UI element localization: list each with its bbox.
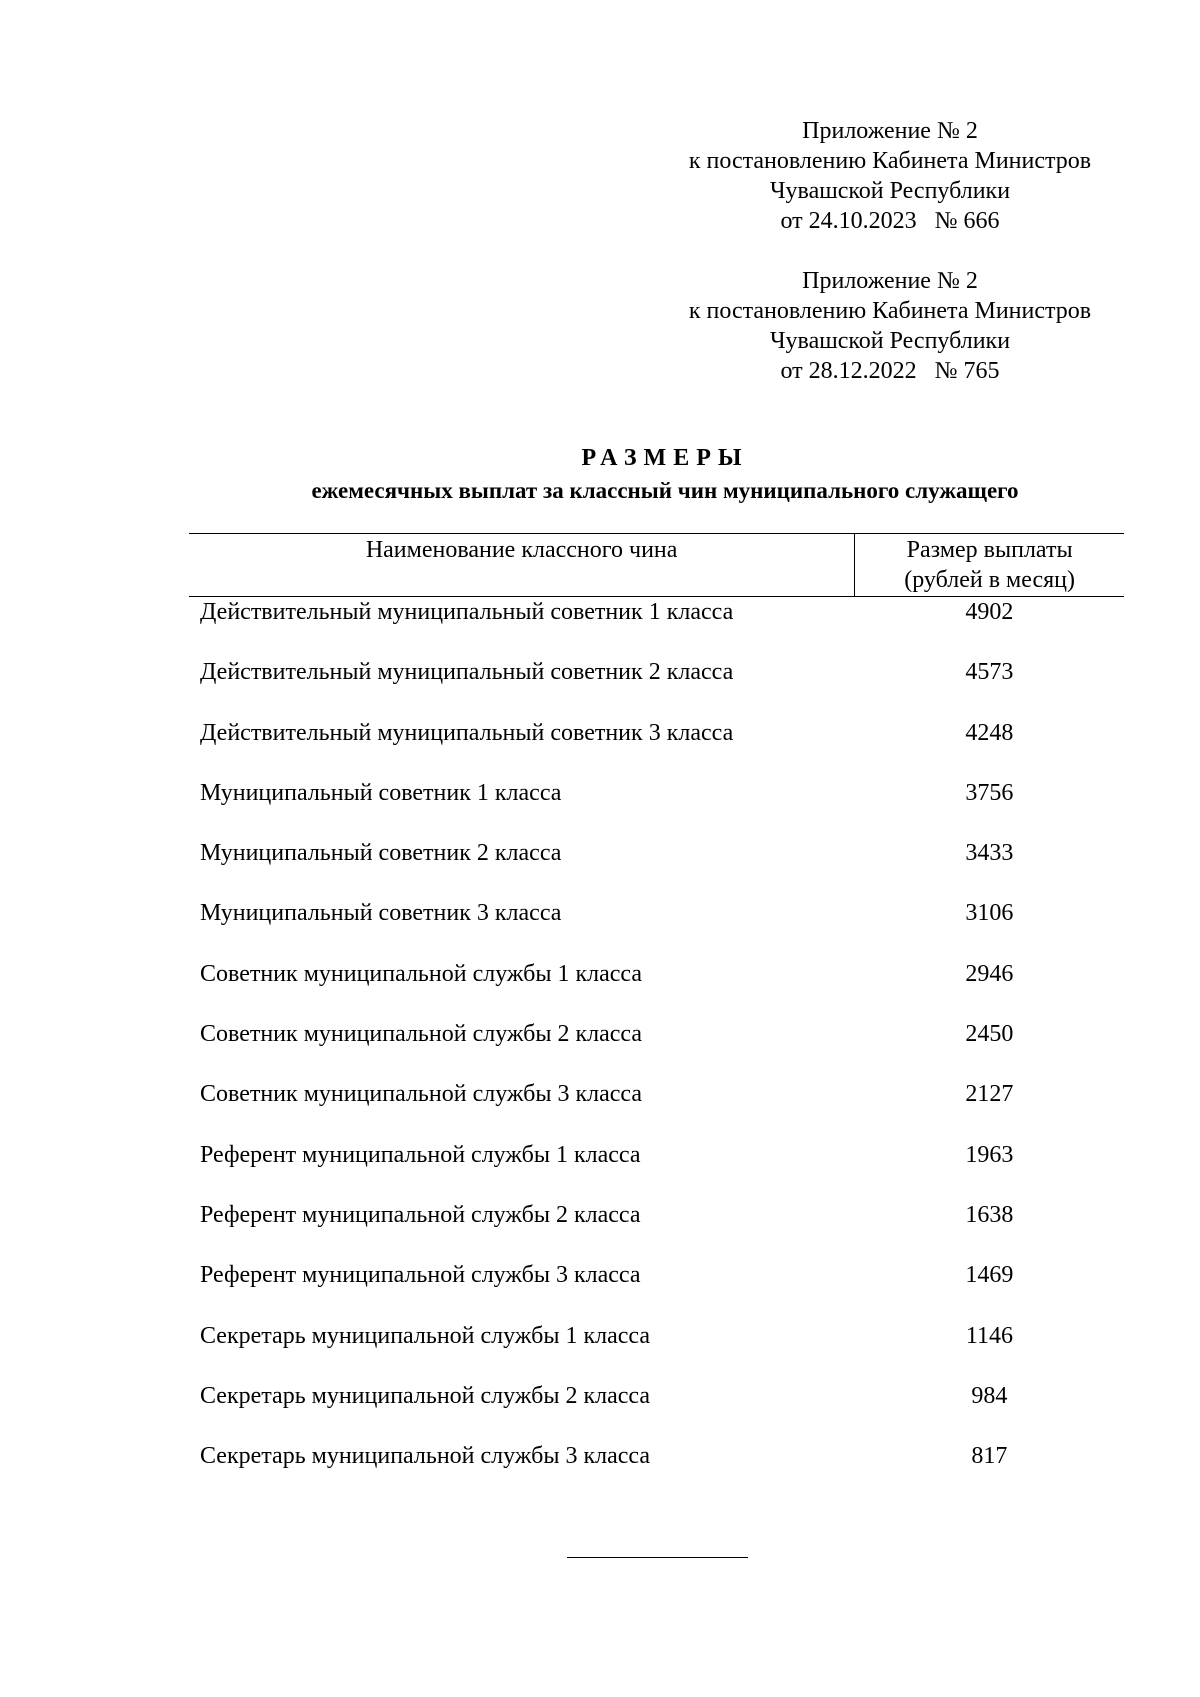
table-row bbox=[189, 959, 1124, 1019]
payments-table-container bbox=[189, 533, 1124, 1501]
attachment-line: Чувашской Республики bbox=[769, 328, 1011, 354]
document-end-line bbox=[567, 1557, 748, 1558]
attachment-line: к постановлению Кабинета Министров bbox=[688, 148, 1092, 174]
header-amount-unit: (рублей в месяц) bbox=[904, 567, 1075, 593]
table-row bbox=[189, 898, 1124, 958]
header-amount-line: Размер выплаты bbox=[906, 537, 1073, 563]
rank-name-cell: Референт муниципальной службы 1 класса bbox=[200, 1141, 641, 1168]
attachment-reference-current bbox=[660, 116, 1120, 236]
table-row bbox=[189, 1260, 1124, 1320]
table-row bbox=[189, 1140, 1124, 1200]
rank-name-cell: Референт муниципальной службы 2 класса bbox=[200, 1201, 641, 1228]
rank-name-cell: Муниципальный советник 1 класса bbox=[200, 779, 562, 806]
payment-amount-cell: 3433 bbox=[965, 840, 1014, 867]
document-title: РАЗМЕРЫ bbox=[581, 445, 749, 471]
header-rank-name: Наименование классного чина bbox=[189, 534, 855, 597]
payments-table bbox=[189, 533, 1124, 1501]
payment-amount-cell: 817 bbox=[971, 1443, 1008, 1470]
rank-name-cell: Советник муниципальной службы 3 класса bbox=[200, 1081, 643, 1108]
payment-amount-cell: 3106 bbox=[965, 900, 1014, 927]
table-row bbox=[189, 1381, 1124, 1441]
payment-amount-cell: 1146 bbox=[965, 1322, 1013, 1349]
payment-amount-cell: 4248 bbox=[965, 719, 1014, 746]
attachment-reference-previous bbox=[660, 266, 1120, 386]
payment-amount-cell: 2450 bbox=[965, 1021, 1014, 1048]
table-header-row bbox=[189, 534, 1124, 597]
rank-name-cell: Действительный муниципальный советник 2 класса bbox=[200, 659, 734, 686]
document-subtitle: ежемесячных выплат за классный чин муниципального служащего bbox=[311, 478, 1019, 503]
rank-name-cell: Действительный муниципальный советник 3 класса bbox=[200, 719, 734, 746]
table-row bbox=[189, 778, 1124, 838]
table-row bbox=[189, 597, 1124, 658]
payment-amount-cell: 4573 bbox=[965, 659, 1014, 686]
attachment-line: от 28.12.2022 № 765 bbox=[780, 358, 1000, 384]
table-row bbox=[189, 1200, 1124, 1260]
payment-amount-cell: 4902 bbox=[965, 599, 1014, 625]
table-row bbox=[189, 1441, 1124, 1501]
payment-amount-cell: 1638 bbox=[965, 1201, 1014, 1228]
rank-name-cell: Действительный муниципальный советник 1 класса bbox=[200, 599, 734, 625]
payment-amount-cell: 1963 bbox=[965, 1141, 1014, 1168]
rank-name-cell: Муниципальный советник 2 класса bbox=[200, 840, 562, 867]
payment-amount-cell: 1469 bbox=[965, 1262, 1014, 1289]
attachment-line: Чувашской Республики bbox=[769, 178, 1011, 204]
rank-name-cell: Секретарь муниципальной службы 3 класса bbox=[200, 1443, 650, 1470]
table-row bbox=[189, 838, 1124, 898]
rank-name-cell: Советник муниципальной службы 2 класса bbox=[200, 1021, 643, 1048]
payment-amount-cell: 2127 bbox=[965, 1081, 1014, 1108]
table-row bbox=[189, 1079, 1124, 1139]
table-row bbox=[189, 1019, 1124, 1079]
attachment-line: Приложение № 2 bbox=[802, 268, 978, 294]
table-row bbox=[189, 657, 1124, 717]
table-row bbox=[189, 718, 1124, 778]
table-row bbox=[189, 1321, 1124, 1381]
attachment-line: Приложение № 2 bbox=[802, 118, 978, 144]
rank-name-cell: Секретарь муниципальной службы 1 класса bbox=[200, 1322, 650, 1349]
attachment-line: к постановлению Кабинета Министров bbox=[688, 298, 1092, 324]
rank-name-cell: Секретарь муниципальной службы 2 класса bbox=[200, 1382, 650, 1409]
attachment-line: от 24.10.2023 № 666 bbox=[780, 208, 1000, 234]
payment-amount-cell: 2946 bbox=[965, 960, 1014, 987]
payment-amount-cell: 984 bbox=[971, 1382, 1008, 1409]
rank-name-cell: Референт муниципальной службы 3 класса bbox=[200, 1262, 641, 1289]
table-body bbox=[189, 597, 1124, 1502]
rank-name-cell: Муниципальный советник 3 класса bbox=[200, 900, 562, 927]
rank-name-cell: Советник муниципальной службы 1 класса bbox=[200, 960, 643, 987]
header-payment-amount bbox=[855, 534, 1124, 597]
payment-amount-cell: 3756 bbox=[965, 779, 1014, 806]
